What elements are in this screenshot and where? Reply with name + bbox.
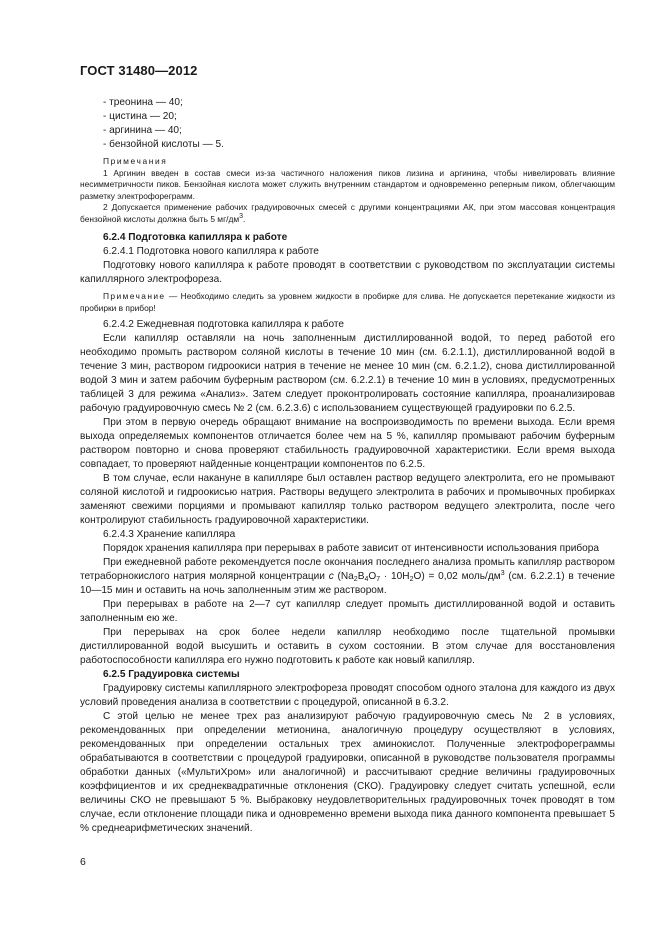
paragraph: Если капилляр оставляли на ночь заполненным дистиллированной водой, то перед работой его необходимо промыть раствором соляной кислоты в течение 10 мин (см. 6.2.1.1), дистиллированной водой в течение 3 мин, раствором гидроокиси натрия в течение не менее 10 мин (см. 6.2.1.2), снова дистиллированной водой 3 мин и затем рабочим буферным раствором (см. 6.2.2.1) в течение 10 мин в условиях, предусмотренных таблицей 3 для режима «Анализ». Затем следует проконтролировать состояние капилляра, проанализировав рабочую градуировочную смесь № 2 (см. 6.2.3.6) с использованием существующей градуировки по 6.2.5. [80,333,615,414]
paragraph: Подготовку нового капилляра к работе проводят в соответствии с руководством по эксплуатации системы капиллярного электрофореза. [80,260,615,285]
paragraph: Градуировку системы капиллярного электрофореза проводят способом одного эталона для каждого из двух условий проведения анализа в соответствии с процедурой, описанной в 6.3.2. [80,683,615,708]
section-6-2-4-1-heading: 6.2.4.1 Подготовка нового капилляра к работе [103,246,319,257]
section-6-2-4-3-heading: 6.2.4.3 Хранение капилляра [103,529,236,540]
paragraph: При этом в первую очередь обращают внимание на воспроизводимость по времени выхода. Если время выхода определяемых компонентов отличается более чем на 5 %, капилляр промывают рабочим буферным раствором повторно и снова проверяют стабильность градуировочной характеристики. Если время выхода совпадает, то проверяют найденные концентрации компонентов по 6.2.5. [80,417,615,470]
note-2: 2 Допускается применение рабочих градуировочных смесей с другими концентрациями АК, при этом массовая концентрация бензойной кислоты должна быть 5 $мг/дм^3$. [80,202,615,224]
list-item: - бензойной кислоты — 5. [103,139,224,150]
paragraph: В том случае, если накануне в капилляре был оставлен раствор ведущего электролита, его не промывают соляной кислотой и гидроокисью натрия. Растворы ведущего электролита в рабочих и промывочных пробирках заменяют свежими порциями и промывают капилляр только раствором ведущего электролита, после чего контролируют стабильность градуировочной характеристики. [80,473,615,526]
page-header: ГОСТ 31480—2012 [80,63,198,78]
list-item: - аргинина — 40; [103,125,182,136]
paragraph: Порядок хранения капилляра при перерывах в работе зависит от интенсивности использования прибора [103,543,599,554]
section-6-2-4-2-heading: 6.2.4.2 Ежедневная подготовка капилляра к работе [103,319,344,330]
note-drain-tube: Примечание — Необходимо следить за уровнем жидкости в пробирке для слива. Не допускается перетекание жидкости из пробирки в прибор! [80,291,615,313]
note-1: 1 Аргинин введен в состав смеси из-за частичного наложения пиков лизина и аргинина, чтобы нивелировать влияние несимметричности пиков. Бензойная кислота может служить внутренним стандартом и одновременно реперным пиком, облегчающим разметку электрофореграмм. [80,167,615,201]
paragraph-formula: При ежедневной работе рекомендуется после окончания последнего анализа промыть капилляр раствором тетраборнокислого натрия молярной концентрации с $(Na_2B_4O_7 \cdot 10H_2O) = 0,02$ моль/$дм^3$ (см. 6.2.2.1) в течение 10—15 мин и оставить на ночь заполненным этим же раствором. [80,557,615,596]
section-6-2-4-heading: 6.2.4 Подготовка капилляра к работе [103,232,288,243]
paragraph: При перерывах в работе на 2—7 сут капилляр следует промыть дистиллированной водой и оставить заполненным ею же. [80,599,615,624]
list-item: - треонина — 40; [103,97,183,108]
list-item: - цистина — 20; [103,111,177,122]
paragraph: С этой целью не менее трех раз анализируют рабочую градуировочную смесь № 2 в условиях, рекомендованных при определении метионина, аналогичную процедуру осуществляют в условиях, рекомендованных при определении остальных трех аминокислот. Полученные электрофореграммы обрабатываются в соответствии с процедурой градуировки, описанной в руководстве пользователя программы обработки данных («МультиХром» или аналогичной) и рассчитывают средние величины градуировочных коэффициентов и их среднеквадратичные отклонения (СКО). Градуировку следует считать успешной, если величины СКО не превышают 5 %. Выбраковку неудовлетворительных градуировочных точек проводят в том случае, если отклонение площади пика и одновременно времени выхода пика данного компонента превышает 5 % среднеарифметических значений. [80,711,615,834]
page-number: 6 [80,856,86,868]
page-content [80,96,615,836]
notes-heading: Примечания [103,156,168,166]
section-6-2-5-heading: 6.2.5 Градуировка системы [103,669,240,680]
paragraph: При перерывах на срок более недели капилляр необходимо после тщательной промывки дистиллированной водой высушить и оставить в сухом состоянии. В этом случае для восстановления работоспособности капилляра его нужно подготовить к работе как новый капилляр. [80,627,615,666]
